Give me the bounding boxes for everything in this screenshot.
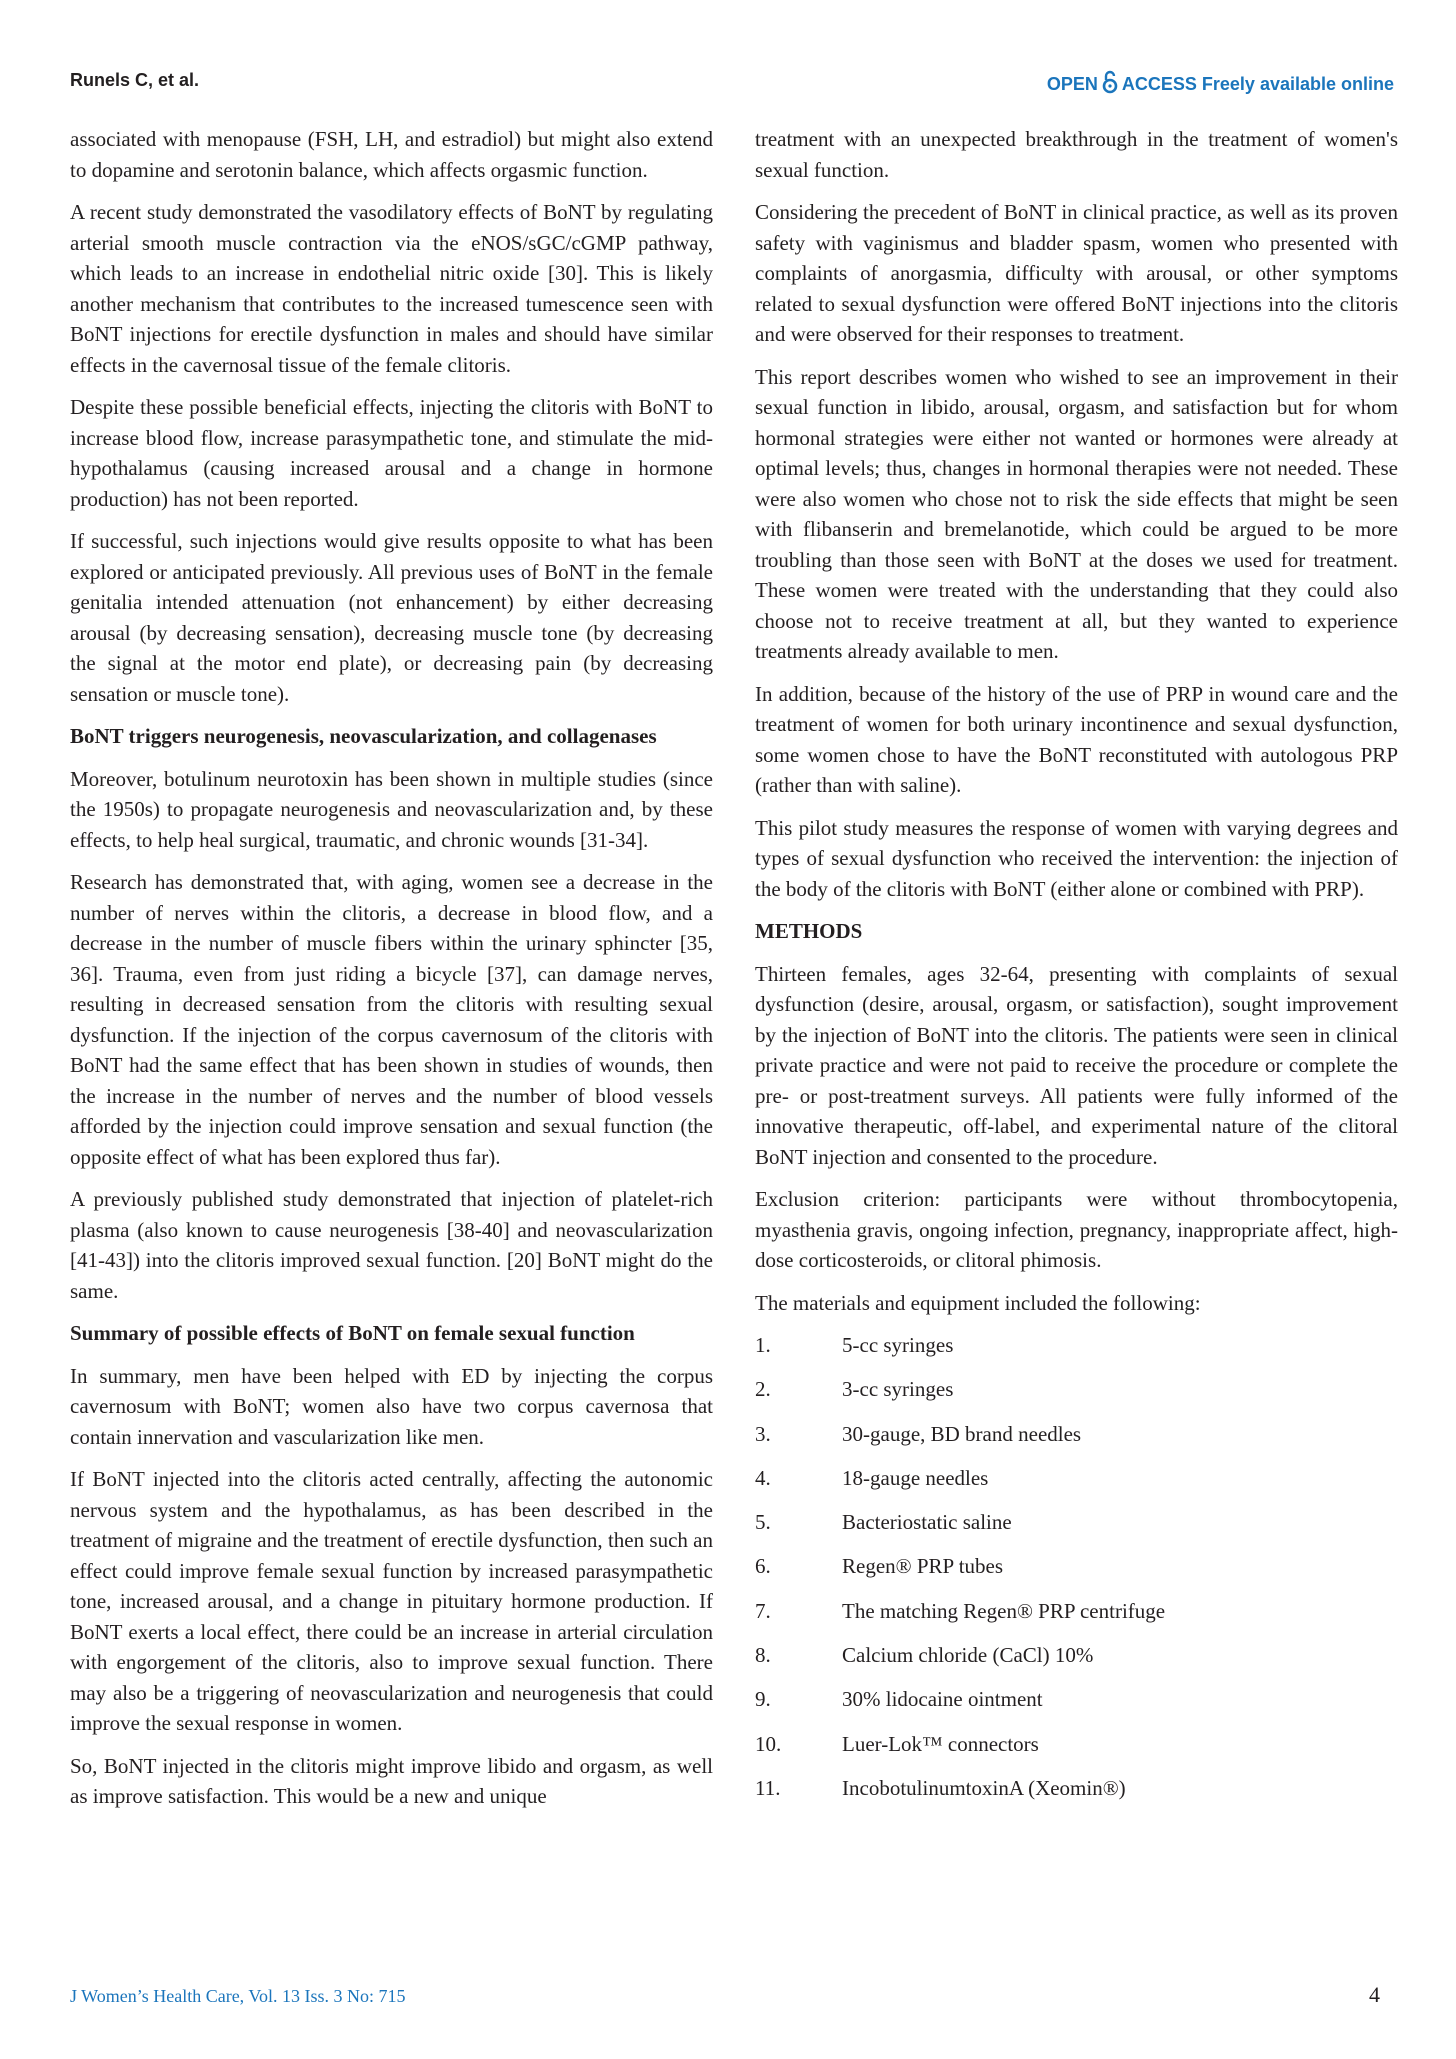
paragraph: Exclusion criterion: participants were without thrombocytopenia, myasthenia gravis, ongoing infection, pregnancy, inappropriate affect, high-dose corticosteroids, or clitoral phimosis. bbox=[755, 1187, 1398, 1272]
paragraph: This pilot study measures the response of women with varying degrees and types of sexual dysfunction who received the intervention: the injection of the body of the clitoris with BoNT (either alone or combined with PRP). bbox=[755, 815, 1398, 901]
materials-list bbox=[755, 1330, 1398, 1817]
paragraph: associated with menopause (FSH, LH, and estradiol) but might also extend to dopamine and serotonin balance, which affects orgasmic function. bbox=[70, 127, 713, 182]
paragraph: Thirteen females, ages 32-64, presenting with complaints of sexual dysfunction (desire, arousal, orgasm, or satisfaction), sought improvement by the injection of BoNT into the clitoris. The patients were seen in clinical private practice and were not paid to receive the procedure or complete the pre- or post-treatment surveys. All patients were fully informed of the innovative therapeutic, off-label, and experimental nature of the clitoral BoNT injection and consented to the procedure. bbox=[755, 961, 1398, 1169]
list-item-text: Bacteriostatic saline bbox=[842, 1510, 1012, 1535]
list-item-number: 8. bbox=[755, 1643, 771, 1668]
paragraph: Moreover, botulinum neurotoxin has been shown in multiple studies (since the 1950s) to propagate neurogenesis and neovascularization and, by these effects, to help heal surgical, traumatic, and chronic wounds [31-34]. bbox=[70, 766, 713, 852]
list-item-number: 1. bbox=[755, 1333, 771, 1357]
list-item-number: 4. bbox=[755, 1465, 771, 1490]
paragraph: In summary, men have been helped with ED by injecting the corpus cavernosum with BoNT; women also have two corpus cavernosa that contain innervation and vascularization like men. bbox=[70, 1363, 713, 1449]
list-item-text: Calcium chloride (CaCl) 10% bbox=[842, 1643, 1094, 1668]
list-item-number: 7. bbox=[755, 1598, 771, 1623]
paragraph: Considering the precedent of BoNT in clinical practice, as well as its proven safety with vaginismus and bladder spasm, women who presented with complaints of anorgasmia, difficulty with arousal, or other symptoms related to sexual dysfunction were offered BoNT injections into the clitoris and were observed for their responses to treatment. bbox=[755, 200, 1398, 346]
list-item-text: 3-cc syringes bbox=[842, 1377, 954, 1402]
list-item-text: IncobotulinumtoxinA (Xeomin®) bbox=[842, 1775, 1126, 1800]
list-item bbox=[755, 1773, 1398, 1817]
open-lock-icon bbox=[1102, 70, 1118, 99]
page-number: 4 bbox=[1369, 1982, 1380, 2007]
paragraph: If successful, such injections would give results opposite to what has been explored or anticipated previously. All previous uses of BoNT in the female genitalia intended attenuation (not enhancement) by either decreasing arousal (by decreasing sensation), decreasing muscle tone (by decreasing the signal at the motor end plate), or decreasing pain (by decreasing sensation or muscle tone). bbox=[70, 529, 713, 706]
list-item bbox=[755, 1507, 1398, 1551]
list-item-text: 18-gauge needles bbox=[842, 1465, 989, 1490]
list-item bbox=[755, 1330, 1398, 1374]
paragraph: The materials and equipment included the following: bbox=[755, 1290, 1201, 1315]
list-item-text: 30-gauge, BD brand needles bbox=[842, 1421, 1082, 1446]
list-item-number: 9. bbox=[755, 1687, 771, 1712]
paragraph: A previously published study demonstrated that injection of platelet-rich plasma (also known to cause neurogenesis [38-40] and neovascularization [41-43]) into the clitoris improved sexual function. [20] BoNT might do the same. bbox=[70, 1187, 713, 1303]
list-item bbox=[755, 1729, 1398, 1773]
left-column bbox=[70, 124, 713, 1824]
section-heading: Summary of possible effects of BoNT on female sexual function bbox=[70, 1321, 635, 1345]
list-item-text: The matching Regen® PRP centrifuge bbox=[842, 1598, 1166, 1623]
paragraph: So, BoNT injected in the clitoris might improve libido and orgasm, as well as improve satisfaction. This would be a new and unique bbox=[70, 1753, 713, 1808]
list-item-number: 10. bbox=[755, 1731, 782, 1756]
list-item-text: Luer-Lok™ connectors bbox=[842, 1731, 1039, 1756]
paragraph: If BoNT injected into the clitoris acted centrally, affecting the autonomic nervous system and the hypothalamus, as has been described in the treatment of migraine and the treatment of erectile dysfunction, then such an effect could improve female sexual function by increased parasympathetic tone, increased arousal, and a change in pituitary hormone production. If BoNT exerts a local effect, there could be an increase in arterial circulation with engorgement of the clitoris, also to improve sexual function. There may also be a triggering of neovascularization and neurogenesis that could improve the sexual response in women. bbox=[70, 1467, 713, 1735]
paragraph: treatment with an unexpected breakthrough in the treatment of women's sexual function. bbox=[755, 127, 1398, 182]
list-item-number: 5. bbox=[755, 1510, 771, 1535]
open-access-label: ACCESS Freely available online bbox=[1121, 74, 1394, 94]
footer-journal-citation: J Women’s Health Care, Vol. 13 Iss. 3 No: 715 bbox=[70, 1986, 406, 2006]
list-item-number: 3. bbox=[755, 1421, 771, 1446]
running-header-author: Runels C, et al. bbox=[70, 70, 200, 90]
list-item-number: 6. bbox=[755, 1554, 771, 1579]
list-item-number: 11. bbox=[755, 1775, 781, 1800]
paragraph: In addition, because of the history of the use of PRP in wound care and the treatment of women for both urinary incontinence and sexual dysfunction, some women chose to have the BoNT reconstituted with autologous PRP (rather than with saline). bbox=[755, 681, 1398, 797]
open-access-badge bbox=[1047, 70, 1394, 99]
list-item bbox=[755, 1684, 1398, 1728]
list-item-text: Regen® PRP tubes bbox=[842, 1554, 1004, 1579]
list-item bbox=[755, 1374, 1398, 1418]
methods-heading: METHODS bbox=[755, 919, 863, 943]
paragraph: A recent study demonstrated the vasodilatory effects of BoNT by regulating arterial smooth muscle contraction via the eNOS/sGC/cGMP pathway, which leads to an increase in endothelial nitric oxide [30]. This is likely another mechanism that contributes to the increased tumescence seen with BoNT injections for erectile dysfunction in males and should have similar effects in the cavernosal tissue of the female clitoris. bbox=[70, 200, 713, 377]
paragraph: This report describes women who wished to see an improvement in their sexual function in libido, arousal, orgasm, and satisfaction but for whom hormonal strategies were either not wanted or hormones were already at optimal levels; thus, changes in hormonal therapies were not needed. These were also women who chose not to risk the side effects that might be seen with flibanserin and bremelanotide, which could be argued to be more troubling than those seen with BoNT at the doses we used for treatment. These women were treated with the understanding that they could also choose not to receive treatment at all, but they wanted to experience treatments already available to men. bbox=[755, 364, 1398, 663]
list-item-number: 2. bbox=[755, 1377, 771, 1402]
list-item bbox=[755, 1463, 1398, 1507]
open-access-open-label: OPEN bbox=[1046, 74, 1098, 94]
list-item bbox=[755, 1640, 1398, 1684]
right-column bbox=[755, 124, 1398, 1817]
paragraph: Despite these possible beneficial effects, injecting the clitoris with BoNT to increase blood flow, increase parasympathetic tone, and stimulate the mid-hypothalamus (causing increased arousal and a change in hormone production) has not been reported. bbox=[70, 395, 713, 511]
list-item bbox=[755, 1419, 1398, 1463]
paragraph: Research has demonstrated that, with aging, women see a decrease in the number of nerves within the clitoris, a decrease in blood flow, and a decrease in the number of muscle fibers within the urinary sphincter [35, 36]. Trauma, even from just riding a bicycle [37], can damage nerves, resulting in decreased sensation from the clitoris with resulting sexual dysfunction. If the injection of the corpus cavernosum of the clitoris with BoNT had the same effect that has been shown in studies of wounds, then the increase in the number of nerves and the number of blood vessels afforded by the injection could improve sensation and sexual function (the opposite effect of what has been explored thus far). bbox=[70, 870, 713, 1169]
list-item bbox=[755, 1596, 1398, 1640]
list-item-text: 30% lidocaine ointment bbox=[842, 1687, 1043, 1712]
list-item bbox=[755, 1551, 1398, 1595]
section-heading: BoNT triggers neurogenesis, neovascularization, and collagenases bbox=[70, 724, 657, 748]
list-item-text: 5-cc syringes bbox=[842, 1333, 954, 1357]
